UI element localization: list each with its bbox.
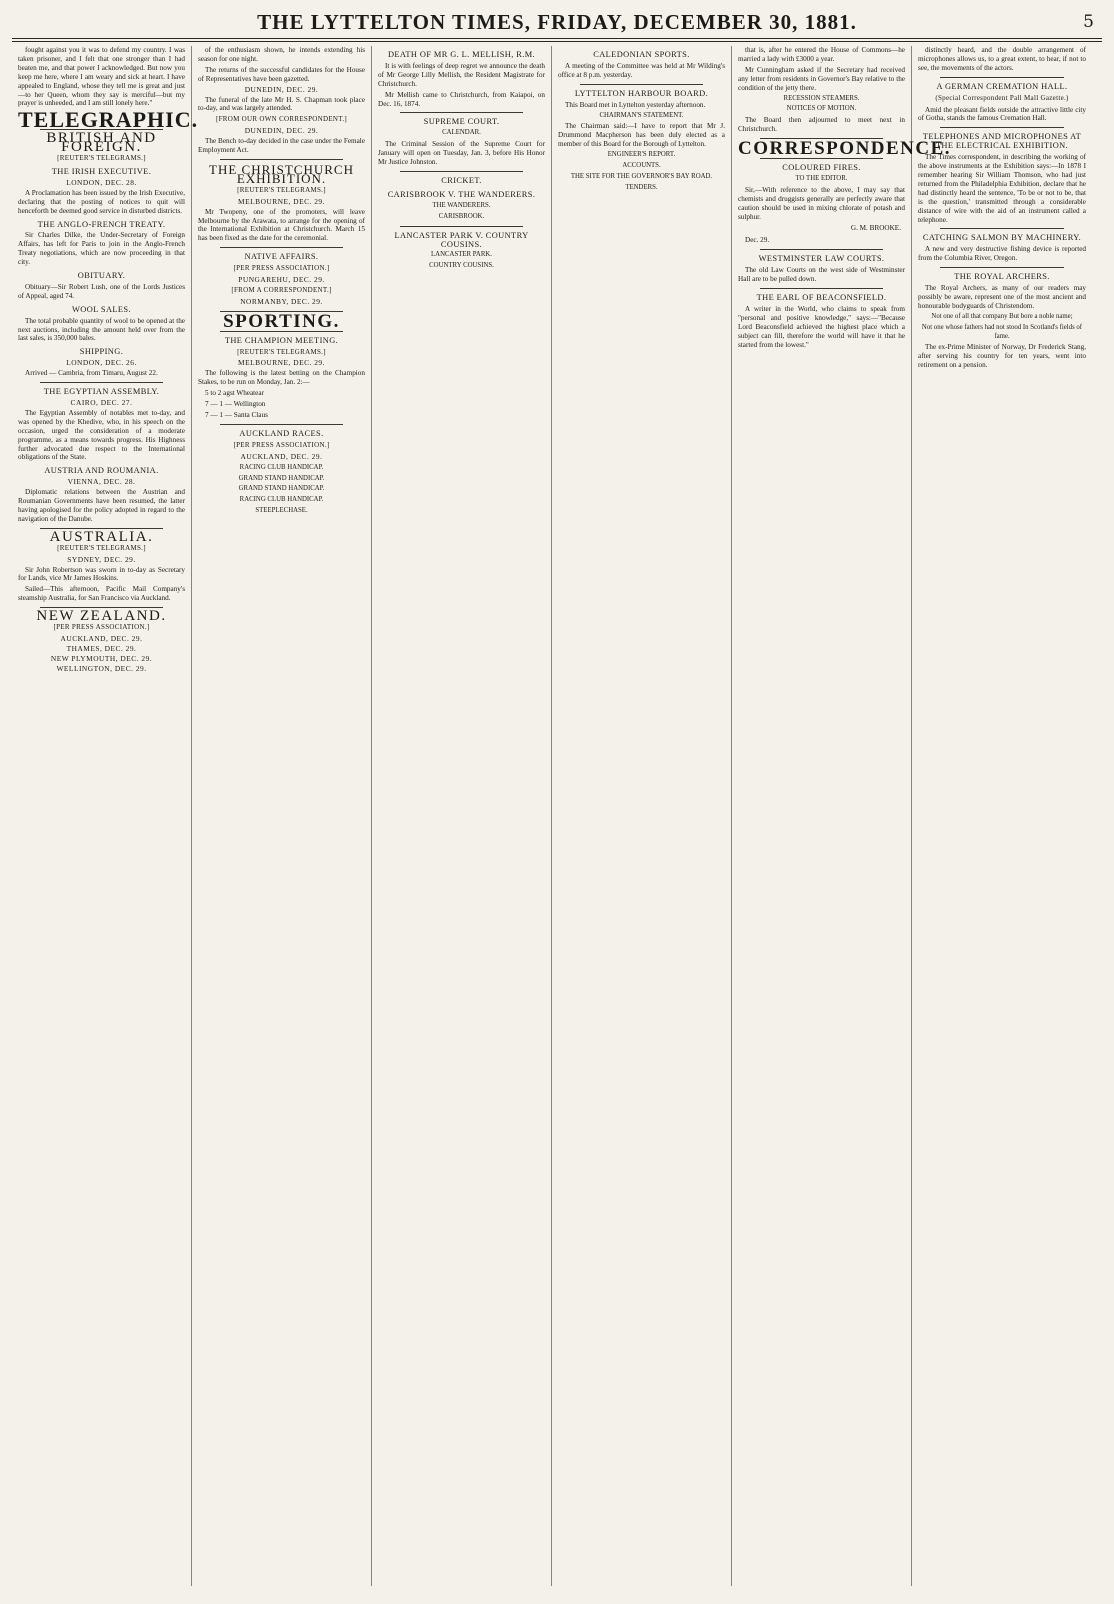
column-3 <box>372 46 552 1586</box>
source-note: [REUTER'S TELEGRAMS.] <box>57 154 146 163</box>
divider <box>940 228 1064 229</box>
section-heading: WESTMINSTER LAW COURTS. <box>758 254 885 264</box>
centered-line: TO THE EDITOR. <box>795 174 848 182</box>
divider <box>940 267 1064 268</box>
paragraph: 5 to 2 agst Wheatear <box>205 389 264 398</box>
column-6 <box>912 46 1092 1586</box>
paragraph: The Egyptian Assembly of notables met to-day, and was opened by the Khedive, who, in his speech on the occasion, urged the consideration of a moderate programme, as a means towards progress. His Highness further advocated due respect to the International obligations of the State. <box>18 408 185 462</box>
divider <box>40 382 163 383</box>
dateline: PUNGAREHU, DEC. 29. <box>238 275 325 285</box>
divider <box>760 249 883 250</box>
paragraph: Sailed—This afternoon, Pacific Mail Company's steamship Australia, for San Francisco via Auckland. <box>18 585 185 603</box>
columns <box>12 46 1102 1586</box>
centered-line: TENDERS. <box>625 183 658 191</box>
centered-line: GRAND STAND HANDICAP. <box>238 474 325 482</box>
dateline: LONDON, DEC. 26. <box>66 358 137 368</box>
paragraph: The Board then adjourned to meet next in Christchurch. <box>738 116 905 134</box>
section-heading: LYTTELTON HARBOUR BOARD. <box>574 88 709 98</box>
column-1 <box>12 46 199 1586</box>
centered-line: RACING CLUB HANDICAP. <box>239 496 324 504</box>
paragraph: Amid the pleasant fields outside the attractive little city of Gotha, stands the famous Cremation Hall. <box>918 105 1086 123</box>
paragraph: Dec. 29. <box>745 236 770 245</box>
dateline: AUCKLAND, DEC. 29. <box>240 451 323 461</box>
paragraph: The Times correspondent, in describing the working of the above instruments at the Exhibition says:—In 1878 I remember hearing Sir William Thomson, who had just returned from the Philadelphia Exhibition, declare that he had distinctly heard the sentence, 'To be or not to be, that is the question,' transmitted through a considerable distance of wire with the aid of an instrument called a telephone. <box>918 153 1086 224</box>
centered-line: THE SITE FOR THE GOVERNOR'S BAY ROAD. <box>570 172 713 180</box>
masthead-rule <box>12 39 1102 42</box>
divider <box>400 112 523 113</box>
paragraph: The following is the latest betting on the Champion Stakes, to be run on Monday, Jan. 2:— <box>198 369 365 387</box>
section-heading: THE CHAMPION MEETING. <box>224 335 339 345</box>
dateline: LONDON, DEC. 28. <box>66 177 137 187</box>
section-heading: AUSTRIA AND ROUMANIA. <box>44 466 159 476</box>
subsection-heading: AUSTRALIA. <box>49 528 154 545</box>
divider <box>220 424 343 425</box>
section-heading: THE EGYPTIAN ASSEMBLY. <box>43 387 160 397</box>
dateline: CAIRO, DEC. 27. <box>70 398 133 407</box>
paragraph: Mr Cunningham asked if the Secretary had received any letter from residents in Governor's Bay relative to the condition of the jetty there. <box>738 65 905 92</box>
signature: G. M. BROOKE. <box>850 223 901 232</box>
paragraph: The funeral of the late Mr H. S. Chapman took place to-day, and was largely attended. <box>198 95 365 113</box>
divider <box>940 127 1064 128</box>
dateline: DUNEDIN, DEC. 29. <box>244 126 319 136</box>
source-note: [REUTER'S TELEGRAMS.] <box>237 347 326 356</box>
centered-line: GRAND STAND HANDICAP. <box>238 485 325 493</box>
dateline: DUNEDIN, DEC. 29. <box>244 84 319 94</box>
divider <box>940 77 1064 78</box>
section-heading: THE IRISH EXECUTIVE. <box>51 166 152 176</box>
dateline: MELBOURNE, DEC. 29. <box>238 196 325 206</box>
section-heading-large: THE CHRISTCHURCH EXHIBITION. <box>209 161 354 186</box>
section-heading: DEATH OF MR G. L. MELLISH, R.M. <box>387 50 536 59</box>
centered-line: COUNTRY COUSINS. <box>429 262 494 270</box>
section-heading: CRICKET. <box>441 175 482 185</box>
centered-line: RACING CLUB HANDICAP. <box>239 463 324 471</box>
paragraph: Obituary—Sir Robert Lush, one of the Lords Justices of Appeal, aged 74. <box>18 282 185 300</box>
dateline: NEW PLYMOUTH, DEC. 29. <box>50 653 153 663</box>
source-note: [PER PRESS ASSOCIATION.] <box>233 440 330 449</box>
centered-line: ACCOUNTS. <box>622 162 661 170</box>
centered-line: Not one whose fathers had not stood In Scotland's fields of fame. <box>921 323 1083 340</box>
dateline: NORMANBY, DEC. 29. <box>240 296 323 306</box>
section-heading-xl: SPORTING. <box>223 310 340 332</box>
paragraph: A new and very destructive fishing device is reported from the Columbia River, Oregon. <box>918 245 1086 263</box>
paragraph: 7 — 1 — Santa Claus <box>205 411 268 419</box>
paragraph: This Board met in Lyttelton yesterday afternoon. <box>565 100 706 109</box>
dateline: AUCKLAND, DEC. 29. <box>60 633 143 643</box>
paragraph: fought against you it was to defend my country. I was taken prisoner, and I felt that one stronger than I had beaten me, and that power I acknowledged. But now you keep me here, where I am weary and sick at heart. I have appealed to England, whose they tell me is great and just—to her Queen, whom they say is merciful—but my prayer is unheeded, and I am still lonely here." <box>18 46 185 108</box>
centered-line: ENGINEER'S REPORT. <box>607 151 676 159</box>
paragraph: Arrived — Cambria, from Timaru, August 22. <box>25 369 158 378</box>
section-heading: CARISBROOK V. THE WANDERERS. <box>387 189 536 199</box>
paragraph: Diplomatic relations between the Austrian and Roumanian Governments have been resumed, the latter having apologised for the policy adopted in regard to the navigation of the Danube. <box>18 488 185 523</box>
paragraph: Mr Mellish came to Christchurch, from Kaiapoi, on Dec. 16, 1874. <box>378 90 545 108</box>
column-4 <box>552 46 732 1586</box>
section-heading: THE ANGLO-FRENCH TREATY. <box>37 219 166 229</box>
dateline: SYDNEY, DEC. 29. <box>67 554 136 564</box>
source-note: [PER PRESS ASSOCIATION.] <box>233 264 330 273</box>
section-heading: A GERMAN CREMATION HALL. <box>936 81 1068 91</box>
section-heading: THE EARL OF BEACONSFIELD. <box>756 293 887 303</box>
paragraph: A meeting of the Committee was held at Mr Wilding's office at 8 p.m. yesterday. <box>558 61 725 79</box>
paragraph: The old Law Courts on the west side of Westminster Hall are to be pulled down. <box>738 266 905 284</box>
paragraph: It is with feelings of deep regret we announce the death of Mr George Lilly Mellish, the Resident Magistrate for Christchurch. <box>378 61 545 88</box>
column-2 <box>192 46 372 1586</box>
centered-line: CARISBROOK. <box>438 212 485 220</box>
section-heading: OBITUARY. <box>77 271 126 281</box>
paragraph: The Criminal Session of the Supreme Court for January will open on Tuesday, Jan. 3, before His Honor Mr Justice Johnston. <box>378 140 545 167</box>
section-heading: WOOL SALES. <box>72 304 131 314</box>
paragraph: The total probable quantity of wool to be opened at the next auctions, including the amount held over from the last sales, is 350,000 bales. <box>18 316 185 343</box>
centered-line: STEEPLECHASE. <box>255 507 308 515</box>
source-note: [PER PRESS ASSOCIATION.] <box>53 623 150 632</box>
subsection-heading: NEW ZEALAND. <box>36 608 167 625</box>
section-heading: AUCKLAND RACES. <box>239 428 324 438</box>
paragraph: Sir Charles Dilke, the Under-Secretary of Foreign Affairs, has left for Paris to join in the Anglo-French Treaty negotiations, which are now proceeding in that city. <box>18 231 185 267</box>
centered-line: CHAIRMAN'S STATEMENT. <box>599 111 684 119</box>
source-note: [FROM A CORRESPONDENT.] <box>231 285 332 294</box>
subsection-heading: BRITISH AND FOREIGN. <box>46 130 157 156</box>
centered-line: NOTICES OF MOTION. <box>786 105 857 113</box>
source-note: (Special Correspondent Pall Mall Gazette.) <box>935 93 1069 102</box>
divider <box>220 247 343 248</box>
divider <box>220 159 343 160</box>
section-heading-xl: CORRESPONDENCE. <box>738 138 952 160</box>
section-heading: SHIPPING. <box>79 347 124 357</box>
section-heading: SUPREME COURT. <box>423 117 500 127</box>
section-heading: LANCASTER PARK V. COUNTRY COUSINS. <box>394 230 529 249</box>
dateline: VIENNA, DEC. 28. <box>67 477 136 487</box>
centered-line: THE WANDERERS. <box>432 201 491 209</box>
source-note: [REUTER'S TELEGRAMS.] <box>237 185 326 194</box>
major-heading: TELEGRAPHIC. <box>18 107 199 133</box>
source-note: [FROM OUR OWN CORRESPONDENT.] <box>215 115 348 124</box>
section-heading: THE ROYAL ARCHERS. <box>954 272 1050 282</box>
divider <box>580 84 703 85</box>
dateline: MELBOURNE, DEC. 29. <box>238 358 325 368</box>
paragraph: of the enthusiasm shown, he intends extending his season for one night. <box>198 46 365 63</box>
dateline: THAMES, DEC. 29. <box>66 643 137 653</box>
centered-line: CALENDAR. <box>442 129 481 137</box>
paragraph: Mr Twopeny, one of the promoters, will leave Melbourne by the Arawata, to arrange for the opening of the International Exhibition at Christchurch. March 15 has been fixed as the date for the ceremonial. <box>198 207 365 243</box>
section-heading: NATIVE AFFAIRS. <box>244 252 319 262</box>
centered-line: LANCASTER PARK. <box>431 251 492 259</box>
paragraph: The Royal Archers, as many of our readers may possibly be aware, represent one of the most ancient and honourable bodyguards of Christendom. <box>918 284 1086 310</box>
paragraph: Sir John Robertson was sworn in to-day as Secretary for Lands, vice Mr James Hoskins. <box>18 565 185 583</box>
section-heading: CATCHING SALMON BY MACHINERY. <box>922 233 1082 243</box>
dateline: WELLINGTON, DEC. 29. <box>56 663 147 673</box>
paragraph: The Chairman said:—I have to report that Mr J. Drummond Macpherson has been duly elected as a member of this Board for the Borough of Lyttelton. <box>558 122 725 149</box>
paragraph: A writer in the World, who claims to speak from "personal and positive knowledge," says:—"Because Lord Beaconsfield achieved the highest place which a subject can fill, therefore the world will have it that he started from the lowest." <box>738 304 905 349</box>
section-heading: TELEPHONES AND MICROPHONES AT THE ELECTRICAL EXHIBITION. <box>922 132 1082 151</box>
column-5 <box>732 46 952 1586</box>
section-heading: CALEDONIAN SPORTS. <box>593 50 690 59</box>
paragraph: The Bench to-day decided in the case under the Female Employment Act. <box>198 137 365 155</box>
masthead <box>12 10 1102 39</box>
paragraph: distinctly heard, and the double arrangement of microphones allows us, to a great extent, to hear, if not to see, the movements of the actors. <box>918 46 1086 72</box>
masthead-title: THE LYTTELTON TIMES, FRIDAY, DECEMBER 30, 1881. <box>257 10 857 34</box>
page-number: 5 <box>1083 12 1094 32</box>
paragraph: The returns of the successful candidates for the House of Representatives have been gazetted. <box>198 65 365 83</box>
paragraph: that is, after he entered the House of Commons—he married a lady with £3000 a year. <box>738 46 905 63</box>
divider <box>760 288 883 289</box>
section-heading: COLOURED FIRES. <box>782 163 861 173</box>
paragraph: The ex-Prime Minister of Norway, Dr Frederick Stang, after serving his country for ten years, went into retirement on a pension. <box>918 343 1086 370</box>
source-note: [REUTER'S TELEGRAMS.] <box>57 543 146 552</box>
paragraph: 7 — 1 — Wellington <box>205 400 266 409</box>
paragraph: A Proclamation has been issued by the Irish Executive, declaring that the posting of notices to quit will henceforth be deemed good service in disturbed districts. <box>18 188 185 215</box>
centered-line: Not one of all that company But bore a noble name; <box>931 312 1073 320</box>
centered-line: RECESSION STEAMERS. <box>783 94 860 102</box>
divider <box>400 171 523 172</box>
paragraph: Sir,—With reference to the above, I may say that chemists and druggists generally are perfectly aware that caution should be used in mixing chlorate of potash and sulphur. <box>738 185 905 221</box>
divider <box>400 226 523 227</box>
